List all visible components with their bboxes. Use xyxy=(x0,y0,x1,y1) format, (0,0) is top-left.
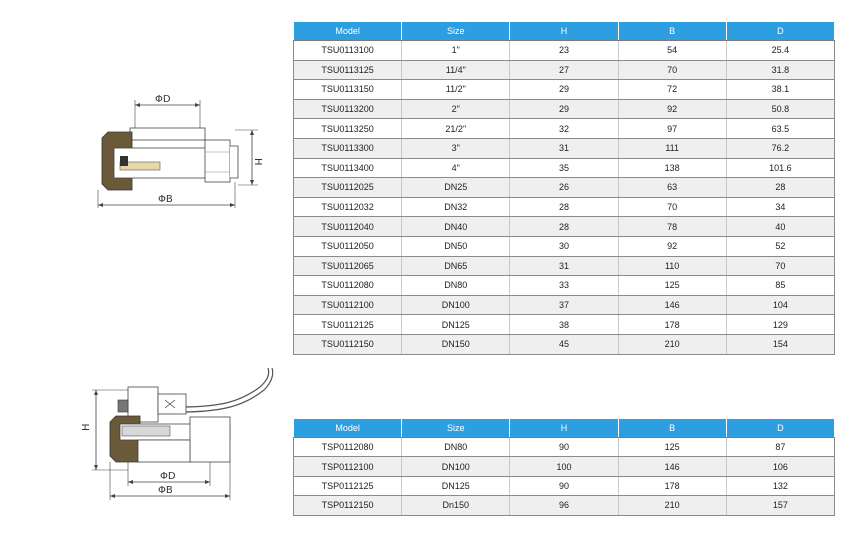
table-cell-model: TSU0113200 xyxy=(294,99,402,119)
table-cell-model: TSU0112032 xyxy=(294,197,402,217)
table-cell-h: 23 xyxy=(510,41,618,61)
table-cell-d: 25.4 xyxy=(726,41,834,61)
table-cell-size: DN150 xyxy=(402,334,510,354)
table-row xyxy=(294,197,835,217)
table-cell-h: 90 xyxy=(510,438,618,457)
table-cell-h: 33 xyxy=(510,276,618,296)
table-cell-size: DN100 xyxy=(402,457,510,476)
table-cell-d: 101.6 xyxy=(726,158,834,178)
table-row xyxy=(294,41,835,61)
table-row xyxy=(294,438,835,457)
table-cell-model: TSP0112150 xyxy=(294,496,402,515)
table-row xyxy=(294,158,835,178)
table-cell-b: 70 xyxy=(618,60,726,80)
table-cell-size: DN50 xyxy=(402,236,510,256)
table-cell-size: DN40 xyxy=(402,217,510,237)
table-cell-model: TSU0112050 xyxy=(294,236,402,256)
table-cell-model: TSU0113250 xyxy=(294,119,402,139)
table-cell-d: 129 xyxy=(726,315,834,335)
table-cell-d: 31.8 xyxy=(726,60,834,80)
table-cell-b: 146 xyxy=(618,457,726,476)
table-cell-d: 63.5 xyxy=(726,119,834,139)
table-cell-d: 154 xyxy=(726,334,834,354)
table-row xyxy=(294,476,835,495)
table-cell-h: 28 xyxy=(510,217,618,237)
table-body xyxy=(294,438,835,516)
column-header-d: D xyxy=(726,419,834,438)
table-cell-d: 52 xyxy=(726,236,834,256)
table-cell-model: TSU0113100 xyxy=(294,41,402,61)
table-cell-size: DN125 xyxy=(402,476,510,495)
table-cell-d: 50.8 xyxy=(726,99,834,119)
table-cell-size: DN80 xyxy=(402,438,510,457)
table-cell-size: 2" xyxy=(402,99,510,119)
table-row xyxy=(294,60,835,80)
table-row xyxy=(294,138,835,158)
table-cell-b: 146 xyxy=(618,295,726,315)
table-cell-size: DN125 xyxy=(402,315,510,335)
table-cell-model: TSU0112100 xyxy=(294,295,402,315)
column-header-h: H xyxy=(510,22,618,41)
table-cell-h: 31 xyxy=(510,256,618,276)
table-cell-d: 76.2 xyxy=(726,138,834,158)
table-cell-b: 54 xyxy=(618,41,726,61)
table-cell-model: TSU0112080 xyxy=(294,276,402,296)
table-row xyxy=(294,178,835,198)
table-body xyxy=(294,41,835,355)
table-cell-size: DN25 xyxy=(402,178,510,198)
table-cell-size: DN80 xyxy=(402,276,510,296)
table-cell-model: TSU0113400 xyxy=(294,158,402,178)
table-cell-b: 92 xyxy=(618,99,726,119)
table-cell-size: 1" xyxy=(402,41,510,61)
table-row xyxy=(294,315,835,335)
table-cell-h: 29 xyxy=(510,80,618,100)
table-row xyxy=(294,217,835,237)
table-cell-b: 78 xyxy=(618,217,726,237)
table-cell-size: 4" xyxy=(402,158,510,178)
table-cell-d: 28 xyxy=(726,178,834,198)
table-cell-model: TSP0112080 xyxy=(294,438,402,457)
table-row xyxy=(294,119,835,139)
table-cell-h: 27 xyxy=(510,60,618,80)
table-cell-b: 92 xyxy=(618,236,726,256)
table-row xyxy=(294,457,835,476)
table-cell-d: 85 xyxy=(726,276,834,296)
table-cell-model: TSP0112125 xyxy=(294,476,402,495)
table-row xyxy=(294,236,835,256)
table-cell-b: 138 xyxy=(618,158,726,178)
table-row xyxy=(294,276,835,296)
table-cell-size: 11/2" xyxy=(402,80,510,100)
table-cell-h: 90 xyxy=(510,476,618,495)
table-cell-h: 38 xyxy=(510,315,618,335)
table-header-row xyxy=(294,419,835,438)
table-row xyxy=(294,99,835,119)
table-cell-h: 45 xyxy=(510,334,618,354)
sight-glass-drawing-1 xyxy=(80,90,280,215)
dim-label-d-2: ΦD xyxy=(160,471,176,482)
table-cell-b: 125 xyxy=(618,276,726,296)
table-cell-d: 106 xyxy=(726,457,834,476)
table-cell-size: 21/2" xyxy=(402,119,510,139)
table-cell-model: TSP0112100 xyxy=(294,457,402,476)
table-cell-b: 111 xyxy=(618,138,726,158)
column-header-b: B xyxy=(618,22,726,41)
table-cell-h: 100 xyxy=(510,457,618,476)
table-cell-model: TSU0112025 xyxy=(294,178,402,198)
table-cell-b: 97 xyxy=(618,119,726,139)
table-cell-model: TSU0112150 xyxy=(294,334,402,354)
table-header-row xyxy=(294,22,835,41)
column-header-size: Size xyxy=(402,419,510,438)
table-cell-h: 31 xyxy=(510,138,618,158)
table-cell-size: DN100 xyxy=(402,295,510,315)
spec-table-light xyxy=(293,418,835,516)
table-cell-d: 40 xyxy=(726,217,834,237)
table-cell-size: 11/4" xyxy=(402,60,510,80)
table-cell-b: 70 xyxy=(618,197,726,217)
table-row xyxy=(294,295,835,315)
table-cell-d: 132 xyxy=(726,476,834,495)
column-header-b: B xyxy=(618,419,726,438)
table-cell-d: 70 xyxy=(726,256,834,276)
table-cell-d: 38.1 xyxy=(726,80,834,100)
table-cell-h: 35 xyxy=(510,158,618,178)
table-cell-h: 29 xyxy=(510,99,618,119)
table-cell-model: TSU0112065 xyxy=(294,256,402,276)
table-cell-model: TSU0113300 xyxy=(294,138,402,158)
table-row xyxy=(294,334,835,354)
table-cell-b: 210 xyxy=(618,334,726,354)
dim-label-d-1: ΦD xyxy=(155,94,171,105)
table-cell-h: 26 xyxy=(510,178,618,198)
table-cell-model: TSU0113150 xyxy=(294,80,402,100)
table-cell-h: 32 xyxy=(510,119,618,139)
table-cell-d: 34 xyxy=(726,197,834,217)
table-cell-b: 72 xyxy=(618,80,726,100)
sight-glass-drawing-2 xyxy=(80,362,280,507)
table-cell-model: TSU0112040 xyxy=(294,217,402,237)
table-cell-h: 28 xyxy=(510,197,618,217)
table-cell-size: DN32 xyxy=(402,197,510,217)
table-cell-h: 37 xyxy=(510,295,618,315)
spec-table-union xyxy=(293,21,835,355)
table-cell-model: TSU0112125 xyxy=(294,315,402,335)
dim-label-h-2: H xyxy=(81,423,92,431)
table-cell-size: DN65 xyxy=(402,256,510,276)
dim-label-b-1: ΦB xyxy=(158,194,173,205)
table-cell-d: 104 xyxy=(726,295,834,315)
column-header-h: H xyxy=(510,419,618,438)
table-cell-size: Dn150 xyxy=(402,496,510,515)
table-cell-b: 63 xyxy=(618,178,726,198)
table-cell-b: 178 xyxy=(618,476,726,495)
table-row xyxy=(294,496,835,515)
table-cell-b: 110 xyxy=(618,256,726,276)
table-cell-d: 157 xyxy=(726,496,834,515)
table-row xyxy=(294,256,835,276)
table-row xyxy=(294,80,835,100)
table-cell-b: 210 xyxy=(618,496,726,515)
dim-label-b-2: ΦB xyxy=(158,485,173,496)
column-header-d: D xyxy=(726,22,834,41)
dim-label-h-1: H xyxy=(252,158,263,166)
column-header-size: Size xyxy=(402,22,510,41)
table-cell-d: 87 xyxy=(726,438,834,457)
table-cell-h: 96 xyxy=(510,496,618,515)
table-cell-b: 178 xyxy=(618,315,726,335)
table-cell-size: 3" xyxy=(402,138,510,158)
table-cell-h: 30 xyxy=(510,236,618,256)
column-header-model: Model xyxy=(294,22,402,41)
table-cell-model: TSU0113125 xyxy=(294,60,402,80)
table-cell-b: 125 xyxy=(618,438,726,457)
column-header-model: Model xyxy=(294,419,402,438)
